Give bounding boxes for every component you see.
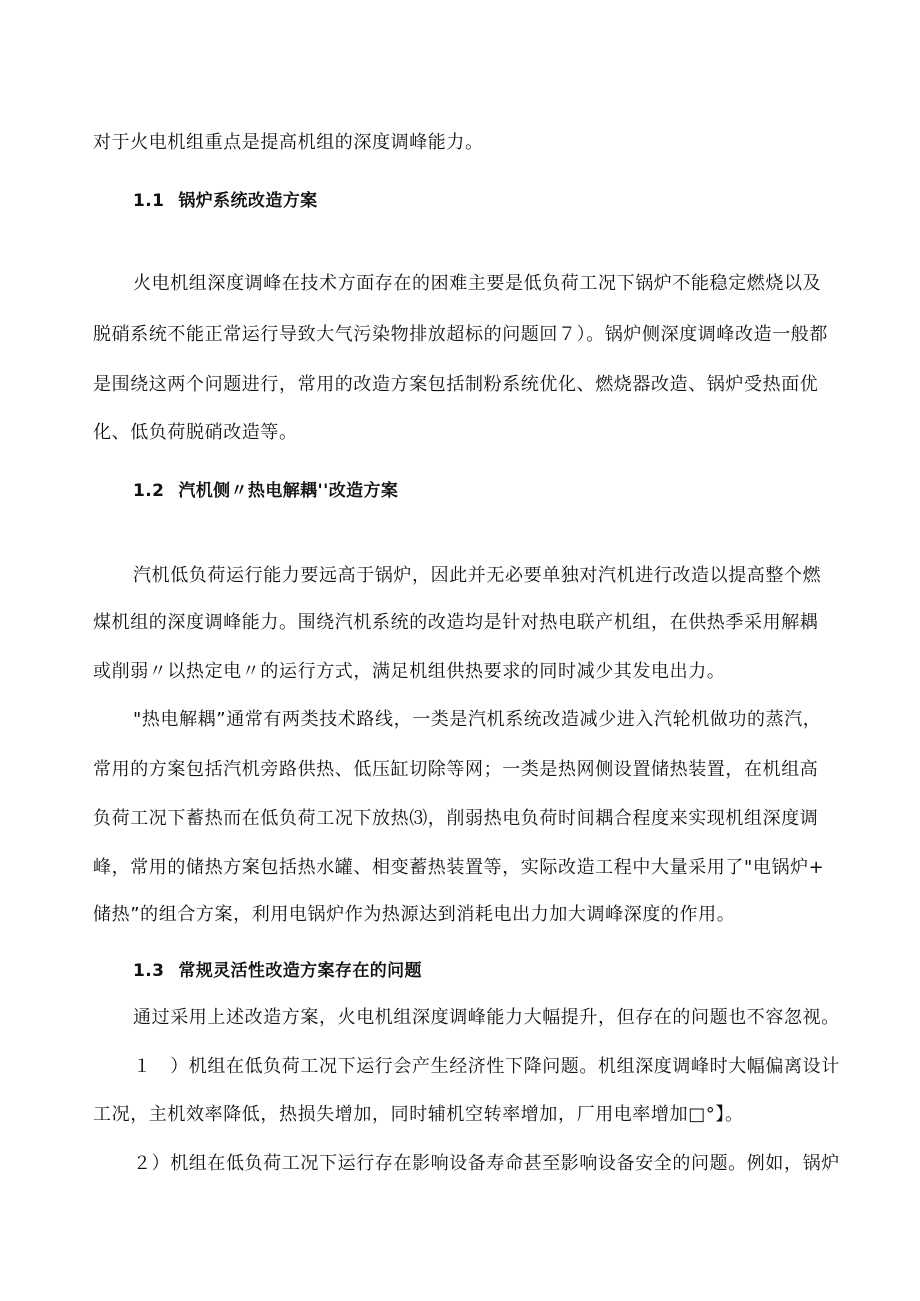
section-number: 1.1 bbox=[133, 191, 165, 211]
paragraph-line: 是围绕这两个问题进行，常用的改造方案包括制粉系统优化、燃烧器改造、锅炉受热面优 bbox=[93, 374, 819, 395]
section-number: 1.3 bbox=[133, 961, 165, 981]
paragraph-line: ２）机组在低负荷工况下运行存在影响设备寿命甚至影响设备安全的问题。例如，锅炉 bbox=[133, 1153, 840, 1174]
paragraph-line: 负荷工况下蓄热而在低负荷工况下放热⑶，削弱热电负荷时间耦合程度来实现机组深度调 bbox=[93, 808, 819, 829]
paragraph-line: 脱硝系统不能正常运行导致大气污染物排放超标的问题回７）。锅炉侧深度调峰改造一般都 bbox=[93, 324, 828, 345]
paragraph-line: 化、低负荷脱硝改造等。 bbox=[93, 422, 298, 443]
paragraph-line: "热电解耦”通常有两类技术路线，一类是汽机系统改造减少进入汽轮机做功的蒸汽， bbox=[133, 709, 822, 730]
paragraph-line: 煤机组的深度调峰能力。围绕汽机系统的改造均是针对热电联产机组，在供热季采用解耦 bbox=[93, 612, 819, 633]
section-heading-1-3 bbox=[133, 959, 422, 983]
section-title: 锅炉系统改造方案 bbox=[178, 191, 318, 211]
paragraph-line: 汽机低负荷运行能力要远高于锅炉，因此并无必要单独对汽机进行改造以提高整个燃 bbox=[133, 565, 822, 586]
paragraph-line: 或削弱〃以热定电〃的运行方式，满足机组供热要求的同时减少其发电出力。 bbox=[93, 661, 726, 682]
section-title: 汽机侧〃热电解耦''改造方案 bbox=[178, 481, 399, 501]
paragraph-line: 峰，常用的储热方案包括热水罐、相变蓄热装置等，实际改造工程中大量采用了"电锅炉+ bbox=[93, 857, 825, 878]
paragraph-line: 火电机组深度调峰在技术方面存在的困难主要是低负荷工况下锅炉不能稳定燃烧以及 bbox=[133, 273, 822, 294]
paragraph-line: １ ）机组在低负荷工况下运行会产生经济性下降问题。机组深度调峰时大幅偏离设计 bbox=[133, 1056, 840, 1077]
paragraph-line: 储热”的组合方案，利用电锅炉作为热源达到消耗电出力加大调峰深度的作用。 bbox=[93, 904, 736, 925]
section-title: 常规灵活性改造方案存在的问题 bbox=[178, 961, 422, 981]
section-number: 1.2 bbox=[133, 481, 165, 501]
paragraph-line: 常用的方案包括汽机旁路供热、低压缸切除等网；一类是热网侧设置储热装置，在机组高 bbox=[93, 759, 819, 780]
intro-line: 对于火电机组重点是提高机组的深度调峰能力。 bbox=[93, 132, 484, 153]
section-heading-1-2 bbox=[133, 479, 398, 503]
paragraph-line: 通过采用上述改造方案，火电机组深度调峰能力大幅提升，但存在的问题也不容忽视。 bbox=[133, 1007, 840, 1028]
section-heading-1-1 bbox=[133, 189, 318, 213]
paragraph-line: 工况，主机效率降低，热损失增加，同时辅机空转率增加，厂用电率增加□°】。 bbox=[93, 1104, 744, 1125]
